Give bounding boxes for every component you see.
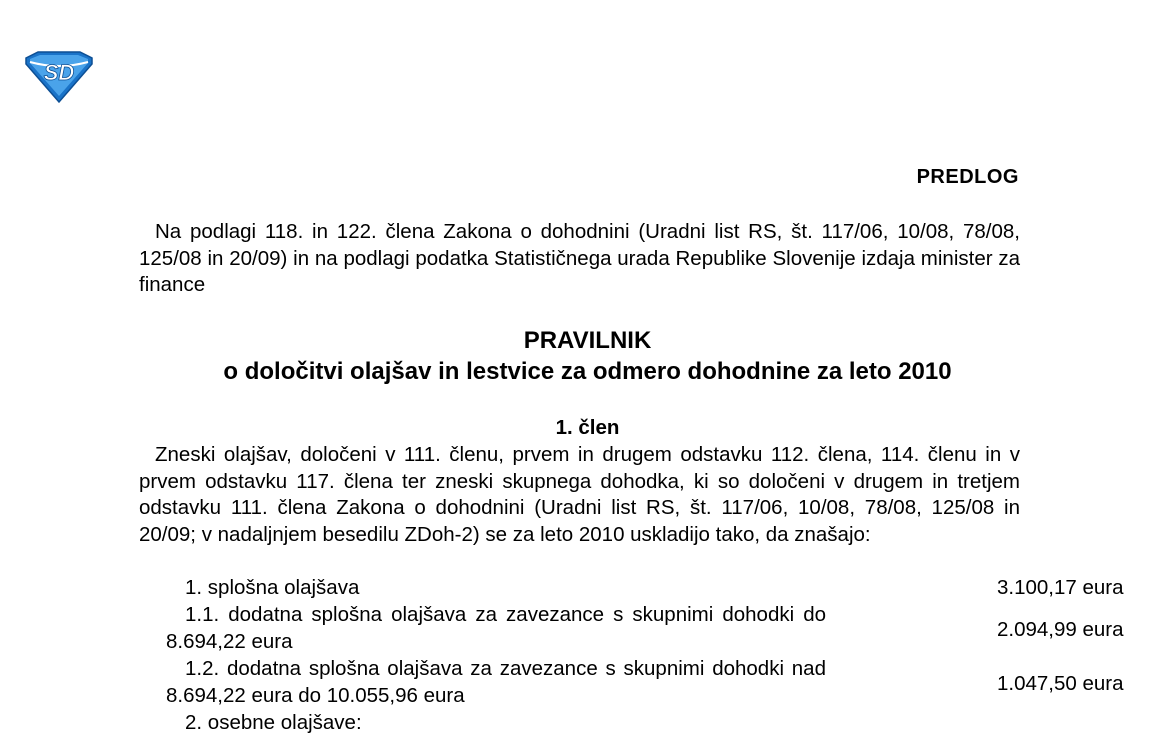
predlog-label: PREDLOG <box>916 166 1019 188</box>
list-item <box>139 602 1139 656</box>
sd-diamond-logo-icon <box>22 50 96 104</box>
item-label: 1.2. dodatna splošna olajšava za zavezance s skupnimi dohodki nad 8.694,22 eura do 10.055,96 eura <box>166 657 826 707</box>
list-item <box>139 656 1139 710</box>
document-subtitle: o določitvi olajšav in lestvice za odmero dohodnine za leto 2010 <box>223 358 952 385</box>
intro-paragraph: Na podlagi 118. in 122. člena Zakona o dohodnini (Uradni list RS, št. 117/06, 10/08, 78/08, 125/08 in 20/09) in na podlagi podatka Statističnega urada Republike Slovenije izdaja minister za finance <box>139 220 1020 296</box>
sd-logo <box>22 50 96 104</box>
article-paragraph: Zneski olajšav, določeni v 111. členu, prvem in drugem odstavku 112. člena, 114. členu in v prvem odstavku 117. člena ter zneski skupnega dohodka, ki so določeni v drugem in tretjem odstavku 111. člena Zakona o dohodnini (Uradni list RS, št. 117/06, 10/08, 78/08, 125/08 in 20/09; v nadaljnjem besedilu ZDoh-2) se za leto 2010 uskladijo tako, da znašajo: <box>139 443 1020 546</box>
item-label: 1. splošna olajšava <box>185 576 360 599</box>
logo-text: SD <box>43 60 75 85</box>
item-value: 2.094,99 eura <box>997 618 1124 641</box>
article-heading: 1. člen <box>555 416 620 439</box>
item-label: 1.1. dodatna splošna olajšava za zavezance s skupnimi dohodki do 8.694,22 eura <box>166 603 826 653</box>
item-value: 1.047,50 eura <box>997 672 1124 695</box>
item-value: 3.100,17 eura <box>997 576 1124 599</box>
item-label: 2. osebne olajšave: <box>185 711 362 734</box>
list-item <box>139 710 1139 737</box>
document-title: PRAVILNIK <box>523 327 652 354</box>
list-item <box>139 575 1139 602</box>
